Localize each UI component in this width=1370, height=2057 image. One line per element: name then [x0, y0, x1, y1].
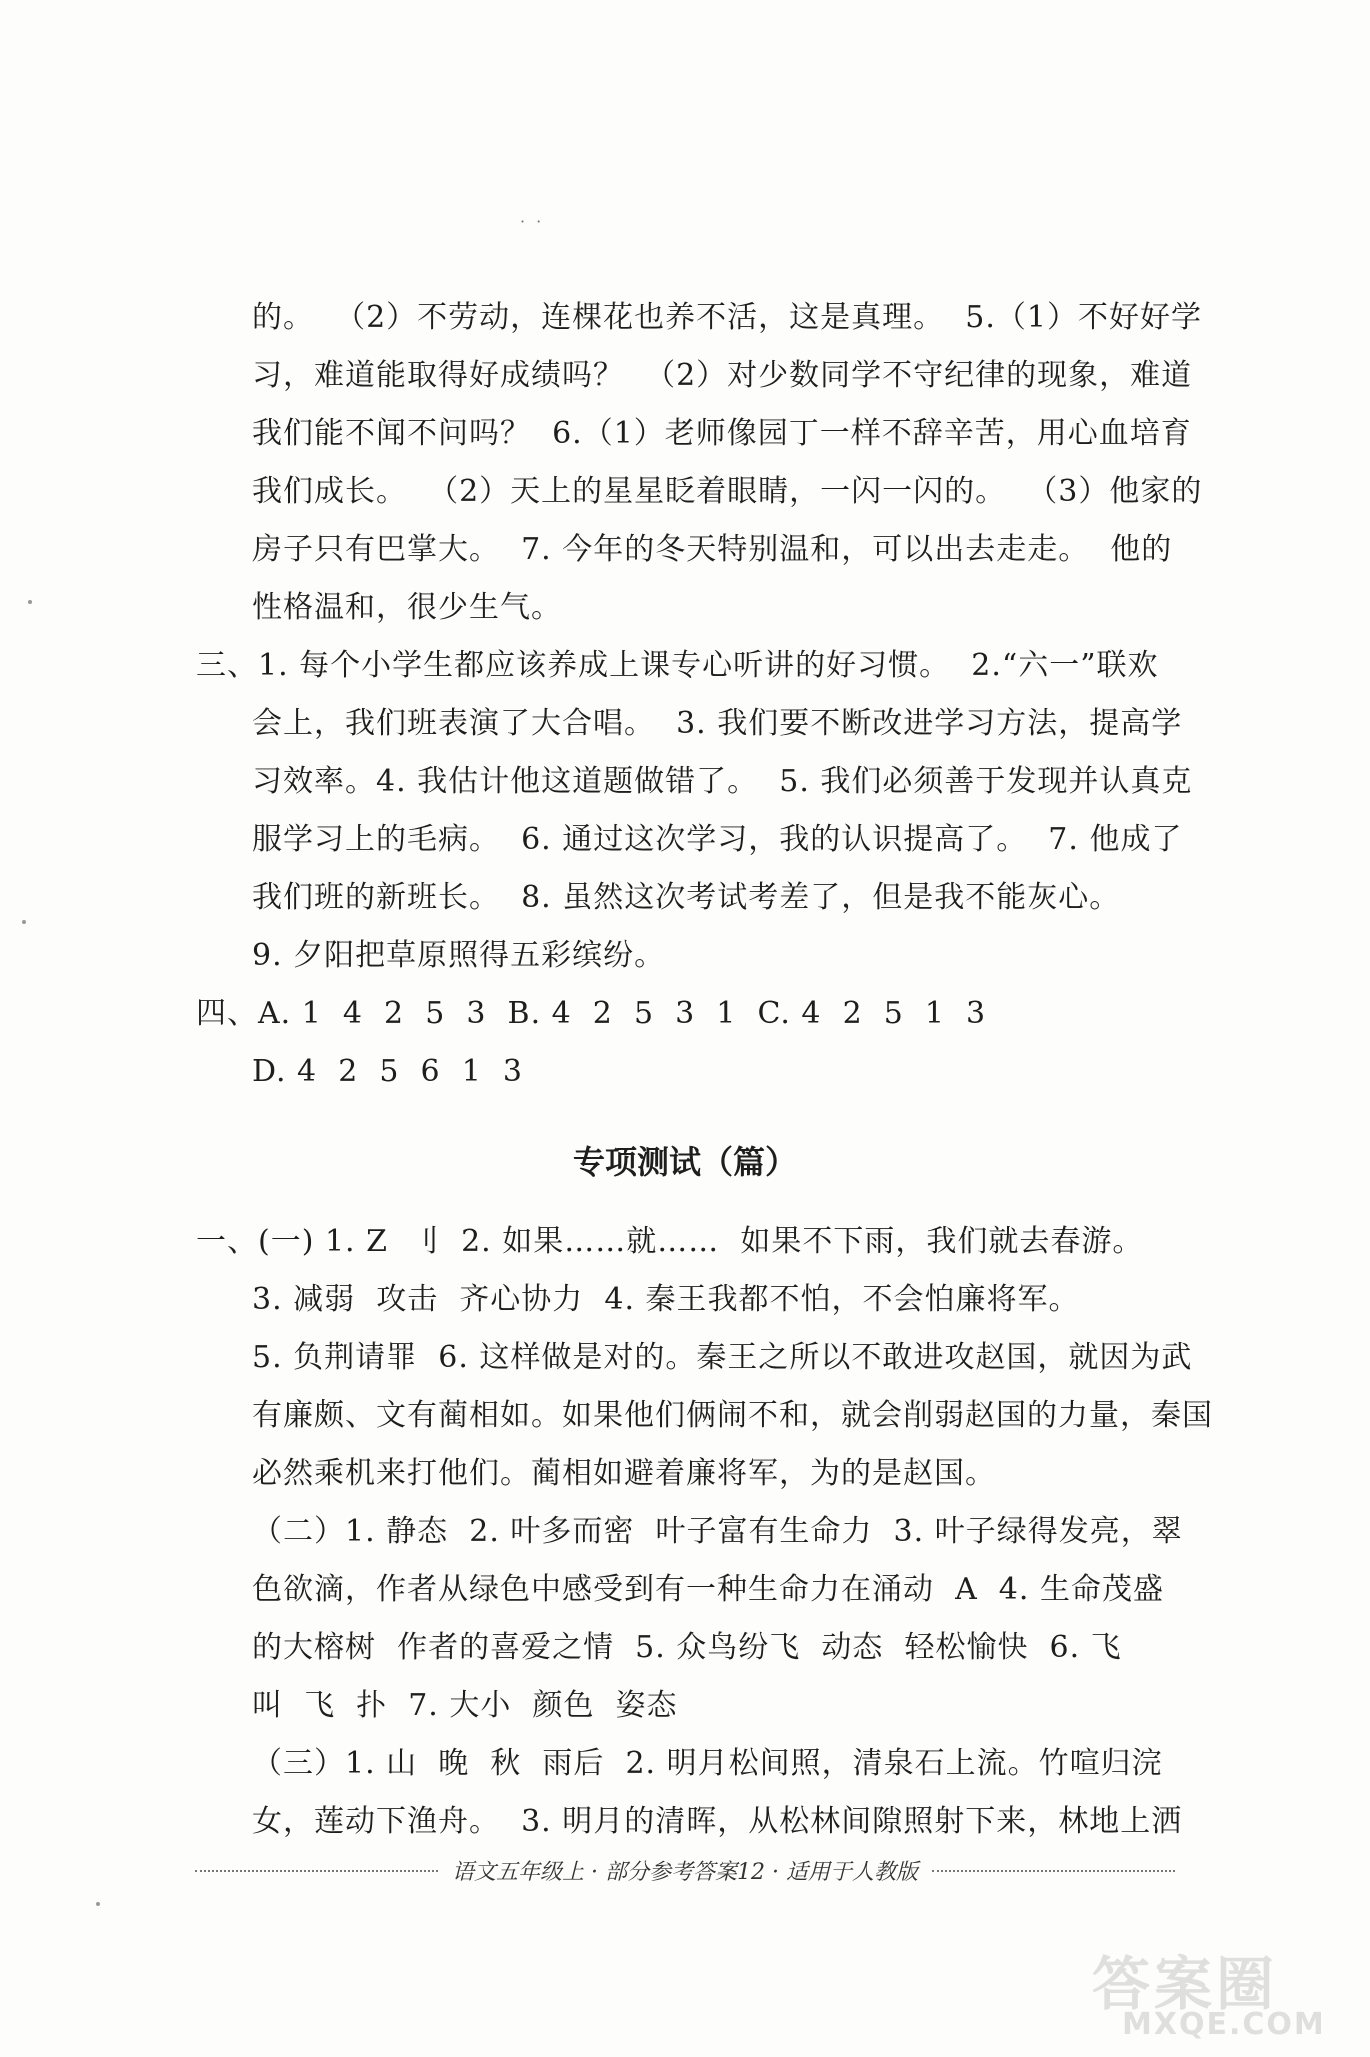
watermark-logo-text: 答案圈 — [1092, 1950, 1279, 2018]
scan-speck — [96, 1902, 100, 1906]
text-line: 房子只有巴掌大。 7. 今年的冬天特别温和，可以出去走走。 他的 — [252, 532, 1173, 567]
text-line: 三、1. 每个小学生都应该养成上课专心听讲的好习惯。 2.“六一”联欢 — [196, 648, 1159, 683]
text-line: 5. 负荆请罪 6. 这样做是对的。秦王之所以不敢进攻赵国，就因为武 — [252, 1340, 1193, 1375]
text-line: 习效率。4. 我估计他这道题做错了。 5. 我们必须善于发现并认真克 — [252, 764, 1193, 799]
text-line: （三）1. 山 晚 秋 雨后 2. 明月松间照，清泉石上流。竹喧归浣 — [252, 1746, 1163, 1781]
text-line: （二）1. 静态 2. 叶多而密 叶子富有生命力 3. 叶子绿得发亮，翠 — [252, 1514, 1183, 1549]
text-line: 的。 （2）不劳动，连棵花也养不活，这是真理。 5.（1）不好好学 — [252, 300, 1202, 335]
text-line: 3. 减弱 攻击 齐心协力 4. 秦王我都不怕，不会怕廉将军。 — [252, 1282, 1080, 1317]
text-line: 我们成长。 （2）天上的星星眨着眼睛，一闪一闪的。 （3）他家的 — [252, 474, 1203, 509]
section-title: 专项测试（篇） — [572, 1143, 797, 1181]
text-line: 性格温和，很少生气。 — [252, 590, 562, 625]
text-line: 9. 夕阳把草原照得五彩缤纷。 — [252, 938, 666, 973]
page-footer — [195, 1855, 1175, 1886]
page-mark: · · — [520, 212, 545, 231]
text-line: 习，难道能取得好成绩吗？ （2）对少数同学不守纪律的现象，难道 — [252, 358, 1193, 393]
text-line: 服学习上的毛病。 6. 通过这次学习，我的认识提高了。 7. 他成了 — [252, 822, 1183, 857]
text-line: 女，莲动下渔舟。 3. 明月的清晖，从松林间隙照射下来，林地上洒 — [252, 1804, 1183, 1839]
footer-text: 语文五年级上 · 部分参考答案12 · 适用于人教版 — [452, 1860, 918, 1885]
text-line: 有廉颇、文有蔺相如。如果他们俩闹不和，就会削弱赵国的力量，秦国 — [252, 1398, 1213, 1433]
text-line: 的大榕树 作者的喜爱之情 5. 众鸟纷飞 动态 轻松愉快 6. 飞 — [252, 1630, 1122, 1665]
text-line: 必然乘机来打他们。蔺相如避着廉将军，为的是赵国。 — [252, 1456, 996, 1491]
scan-speck — [22, 920, 26, 924]
text-line: D. 4 2 5 6 1 3 — [252, 1054, 523, 1089]
text-line: 叫 飞 扑 7. 大小 颜色 姿态 — [252, 1688, 678, 1723]
text-line: 四、A. 1 4 2 5 3 B. 4 2 5 3 1 C. 4 2 5 1 3 — [196, 996, 987, 1031]
text-line: 我们能不闻不问吗？ 6.（1）老师像园丁一样不辞辛苦，用心血培育 — [252, 416, 1192, 451]
text-line: 我们班的新班长。 8. 虽然这次考试考差了，但是我不能灰心。 — [252, 880, 1121, 915]
scan-speck — [28, 600, 32, 604]
footer-rule-right — [932, 1870, 1175, 1872]
watermark-logo — [1082, 1937, 1352, 2047]
text-line: 会上，我们班表演了大合唱。 3. 我们要不断改进学习方法，提高学 — [252, 706, 1183, 741]
text-line: 色欲滴，作者从绿色中感受到有一种生命力在涌动 A 4. 生命茂盛 — [252, 1572, 1164, 1607]
watermark-url-text: MXQE.COM — [1122, 2007, 1326, 2042]
footer-rule-left — [195, 1870, 438, 1872]
text-line: 一、(一) 1. Z 刂 2. 如果……就…… 如果不下雨，我们就去春游。 — [196, 1224, 1144, 1259]
